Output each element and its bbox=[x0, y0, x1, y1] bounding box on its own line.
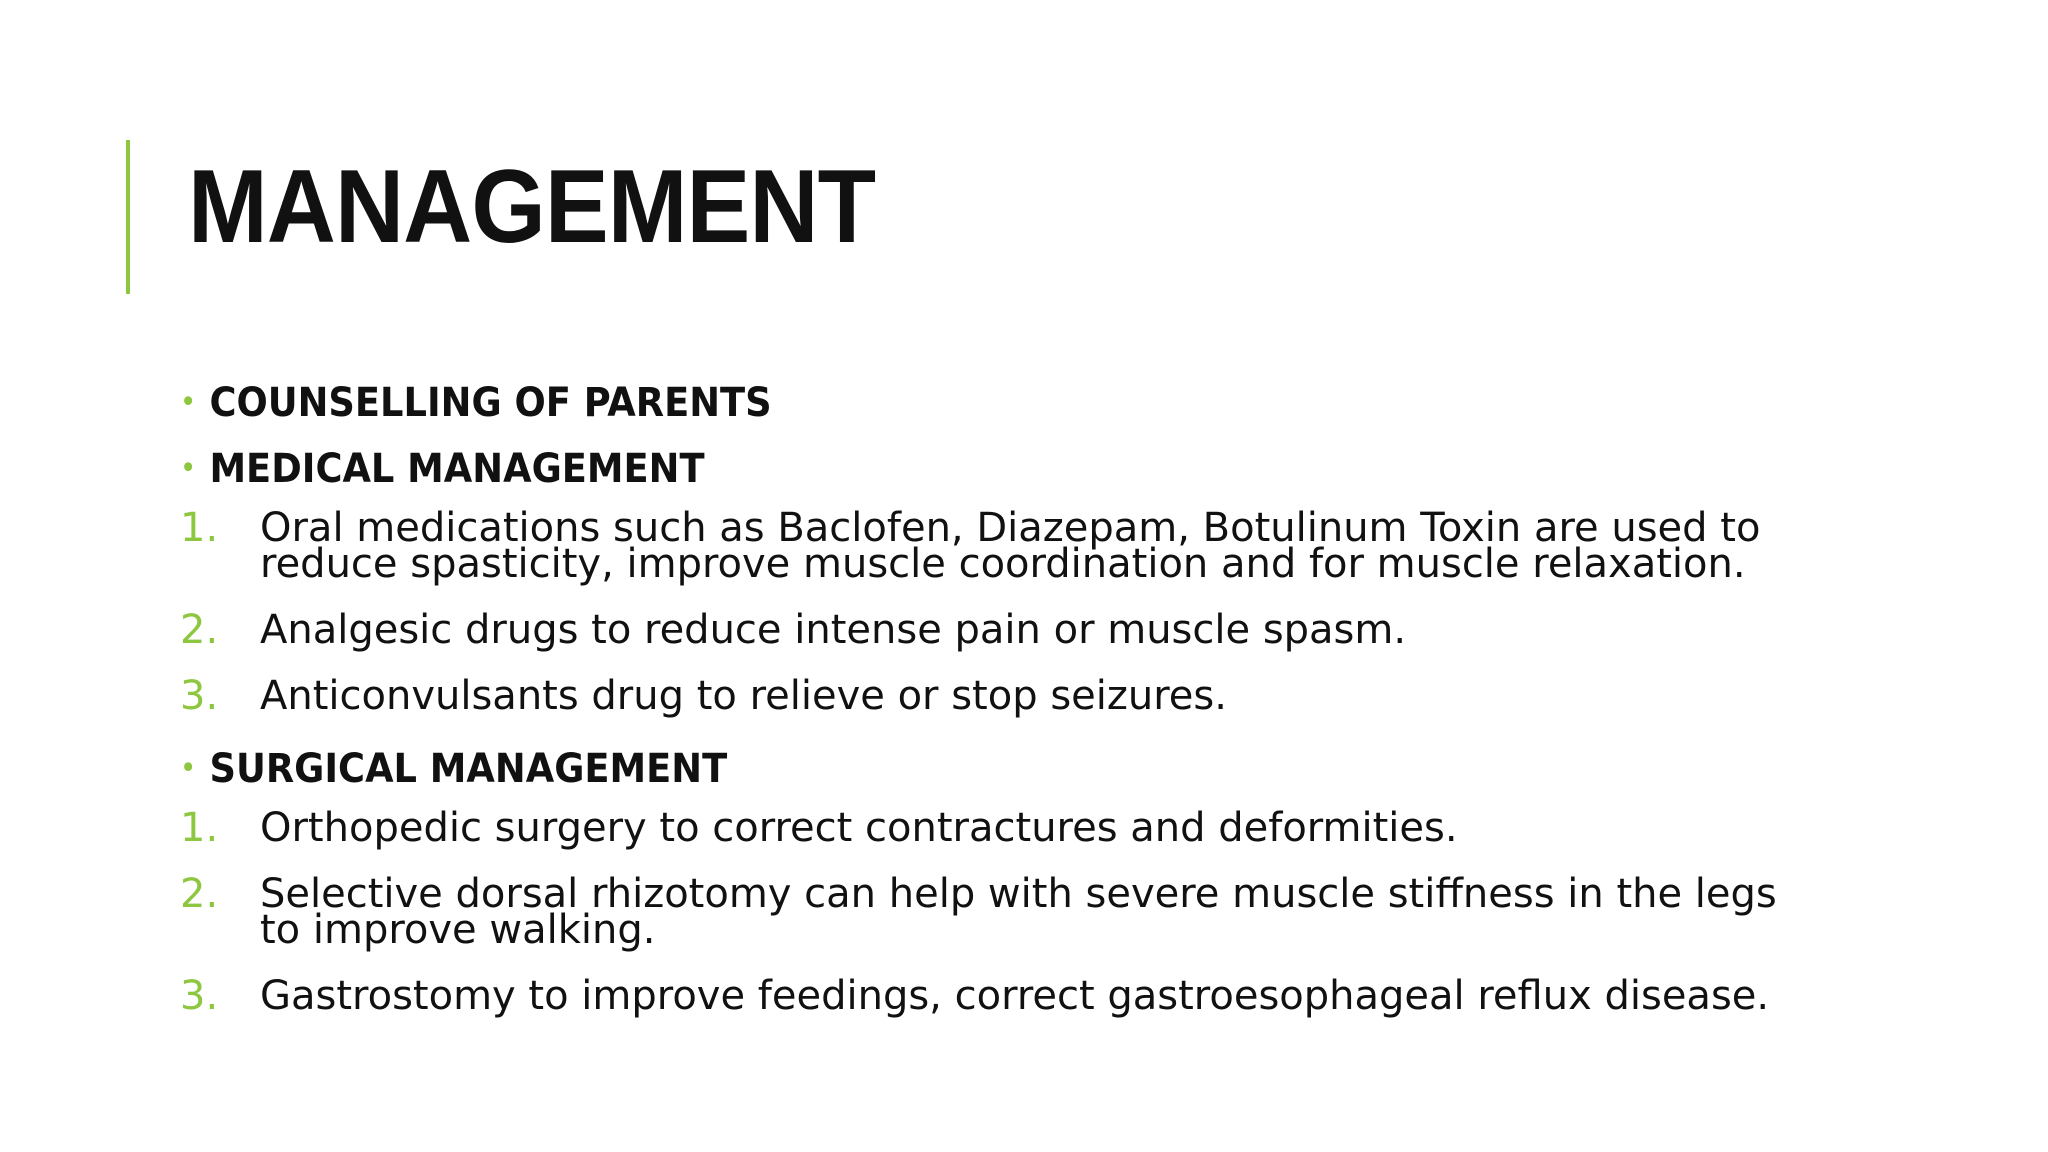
item-number: 2. bbox=[180, 607, 219, 653]
section-heading-text: SURGICAL MANAGEMENT bbox=[209, 746, 728, 792]
item-text: Oral medications such as Baclofen, Diazepam, Botulinum Toxin are used to reduce spasticity, improve muscle coordination and for muscle relaxation. bbox=[260, 505, 1761, 587]
bullet-dot-icon: • bbox=[180, 385, 197, 420]
item-text: Orthopedic surgery to correct contractures and deformities. bbox=[260, 805, 1458, 851]
section-heading-counselling bbox=[180, 378, 1689, 428]
item-number: 3. bbox=[180, 973, 219, 1019]
section-heading-text: COUNSELLING OF PARENTS bbox=[209, 380, 772, 426]
medical-item-3 bbox=[180, 673, 1820, 719]
surgical-item-3 bbox=[180, 973, 1820, 1019]
item-text: Analgesic drugs to reduce intense pain or muscle spasm. bbox=[260, 607, 1407, 653]
surgical-item-1 bbox=[180, 805, 1820, 851]
item-number: 2. bbox=[180, 871, 219, 917]
item-text: Gastrostomy to improve feedings, correct gastroesophageal reflux disease. bbox=[260, 973, 1770, 1019]
medical-item-1 bbox=[180, 505, 1820, 587]
item-text: Selective dorsal rhizotomy can help with severe muscle stiffness in the legs to improve walking. bbox=[260, 871, 1777, 953]
bullet-dot-icon: • bbox=[180, 451, 197, 486]
title-accent-bar bbox=[126, 140, 130, 294]
section-heading-text: MEDICAL MANAGEMENT bbox=[209, 446, 705, 492]
section-heading-medical bbox=[180, 444, 1689, 494]
slide-content bbox=[180, 378, 1820, 1044]
item-number: 1. bbox=[180, 805, 219, 851]
item-number: 3. bbox=[180, 673, 219, 719]
surgical-item-2 bbox=[180, 871, 1820, 953]
bullet-dot-icon: • bbox=[180, 751, 197, 786]
item-text: Anticonvulsants drug to relieve or stop seizures. bbox=[260, 673, 1227, 719]
section-heading-surgical bbox=[180, 744, 1689, 794]
slide-title: MANAGEMENT bbox=[188, 149, 876, 265]
medical-item-2 bbox=[180, 607, 1820, 653]
item-number: 1. bbox=[180, 505, 219, 551]
